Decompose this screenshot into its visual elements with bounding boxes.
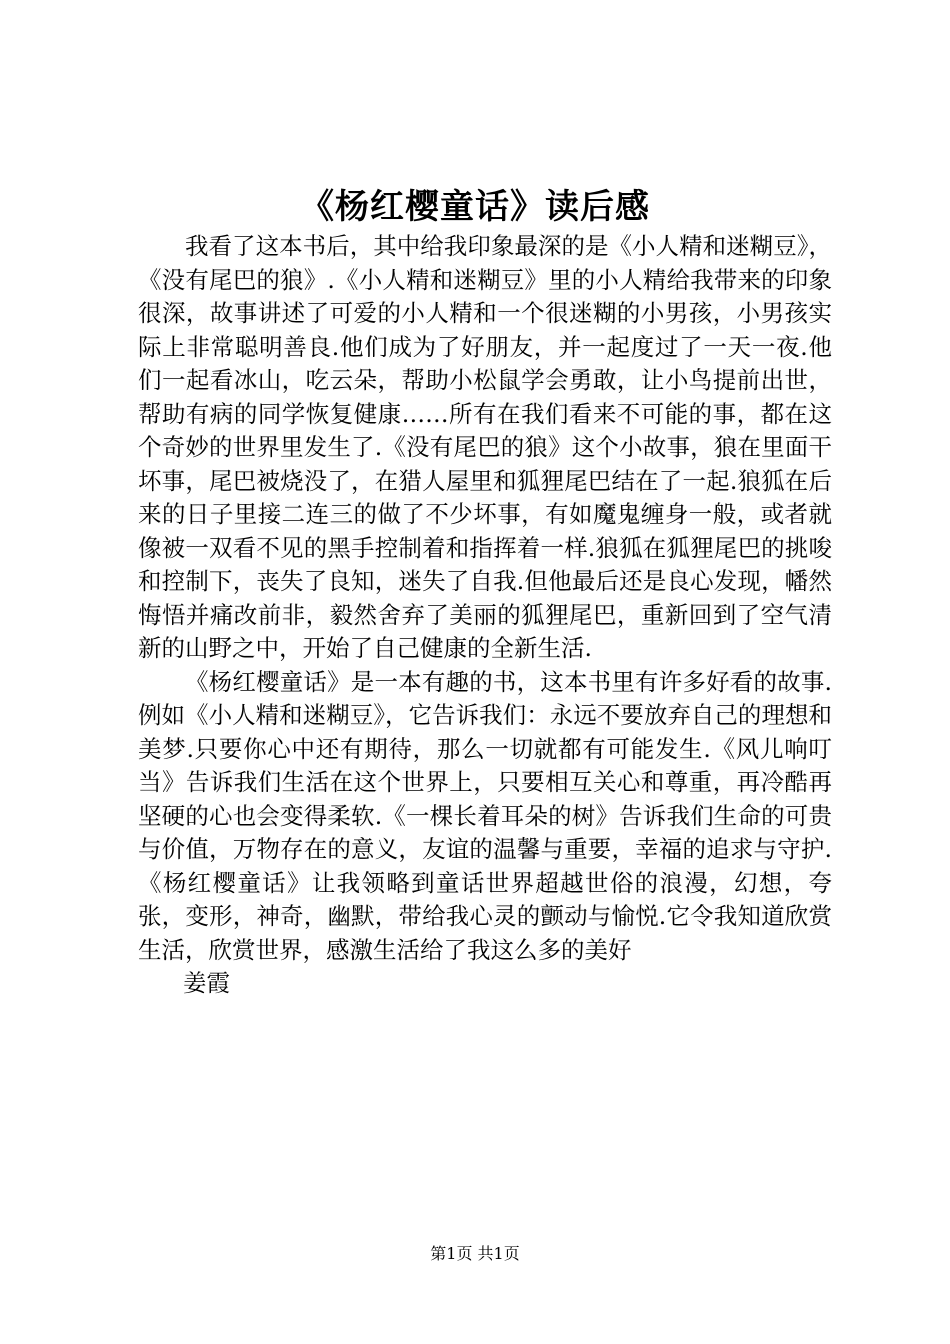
paragraph-1: 我看了这本书后，其中给我印象最深的是《小人精和迷糊豆》，《没有尾巴的狼》.《小人精和迷糊豆》里的小人精给我带来的印象很深，故事讲述了可爱的小人精和一个很迷糊的小男孩，小男孩实际上非常聪明善良.他们成为了好朋友，并一起度过了一天一夜.他们一起看冰山，吃云朵，帮助小松鼠学会勇敢，让小鸟提前出世，帮助有病的同学恢复健康……所有在我们看来不可能的事，都在这个奇妙的世界里发生了.《没有尾巴的狼》这个小故事，狼在里面干坏事，尾巴被烧没了，在猎人屋里和狐狸尾巴结在了一起.狼狐在后来的日子里接二连三的做了不少坏事，有如魔鬼缠身一般，或者就像被一双看不见的黑手控制着和指挥着一样.狼狐在狐狸尾巴的挑唆和控制下，丧失了良知，迷失了自我.但他最后还是良心发现，幡然悔悟并痛改前非，毅然舍弃了美丽的狐狸尾巴，重新回到了空气清新的山野之中，开始了自己健康的全新生活.: [138, 232, 832, 662]
page-footer: 第1页 共1页: [430, 1244, 520, 1263]
author-name: 姜霞: [183, 969, 230, 997]
paragraph-2: 《杨红樱童话》是一本有趣的书，这本书里有许多好看的故事.例如《小人精和迷糊豆》，它告诉我们：永远不要放弃自己的理想和美梦.只要你心中还有期待，那么一切就都有可能发生.《风儿响叮当》告诉我们生活在这个世界上，只要相互关心和尊重，再冷酷再坚硬的心也会变得柔软.《一棵长着耳朵的树》告诉我们生命的可贵与价值，万物存在的意义，友谊的温馨与重要，幸福的追求与守护.《杨红樱童话》让我领略到童话世界超越世俗的浪漫，幻想，夸张，变形，神奇，幽默，带给我心灵的颤动与愉悦.它令我知道欣赏生活，欣赏世界，感激生活给了我这么多的美好: [138, 667, 832, 964]
document-body: [138, 230, 832, 1001]
document-title: 《杨红樱童话》读后感: [300, 187, 650, 227]
